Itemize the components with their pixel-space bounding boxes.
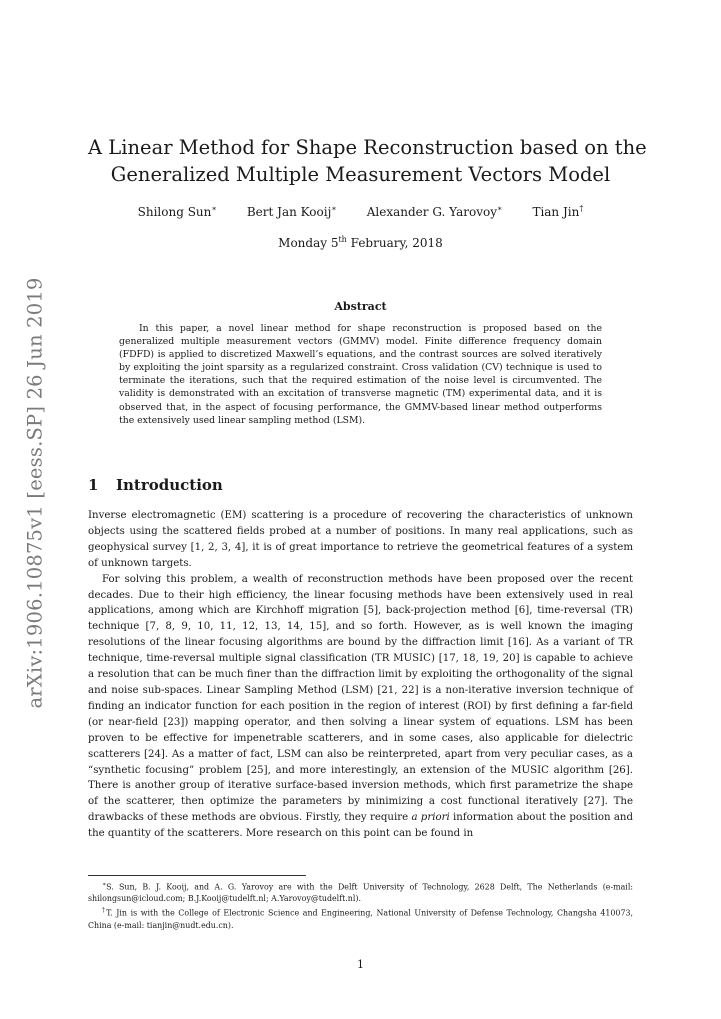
section-title: Introduction bbox=[116, 476, 223, 494]
date-suffix: th bbox=[338, 235, 347, 244]
author bbox=[367, 204, 503, 222]
body-text bbox=[88, 508, 633, 842]
footnote-mark: † bbox=[102, 907, 107, 915]
author-list bbox=[88, 204, 633, 222]
author-mark: † bbox=[579, 204, 584, 213]
date-rest: February, 2018 bbox=[346, 236, 443, 250]
title-line-2: Generalized Multiple Measurement Vectors Model bbox=[110, 163, 611, 186]
footnote-text: T. Jin is with the College of Electronic Science and Engineering, National University of Defense Technology, Changsha 410073, China (e-mail: tianjin@nudt.edu.cn). bbox=[88, 908, 633, 930]
abstract-text: In this paper, a novel linear method for shape reconstruction is proposed based on the generalized multiple measurement vectors (GMMV) model. Finite difference frequency domain (FDFD) is applied to discretized Maxwell’s equations, and the contrast sources are solved iteratively by exploiting the joint sparsity as a regularized constraint. Cross validation (CV) technique is used to terminate the iterations, such that the required estimation of the noise level is circumvented. The validity is demonstrated with an excitation of transverse magnetic (TM) experimental data, and it is observed that, in the aspect of focusing performance, the GMMV-based linear method outperforms the extensively used linear sampling method (LSM). bbox=[119, 323, 602, 426]
author-name: Bert Jan Kooij bbox=[246, 205, 332, 219]
footnote bbox=[88, 905, 633, 931]
footnote-text: S. Sun, B. J. Kooij, and A. G. Yarovoy are with the Delft University of Technology, 2628 Delft, The Netherlands (e-mail: shilongsun@icloud.com; B.J.Kooij@tudelft.nl; A.Yarovoy@tudelft.nl). bbox=[88, 882, 633, 904]
author-name: Shilong Sun bbox=[137, 205, 212, 219]
author-mark: ∗ bbox=[497, 204, 503, 213]
emphasis-text: a priori bbox=[411, 812, 450, 824]
author-name: Tian Jin bbox=[532, 205, 580, 219]
footnote bbox=[88, 879, 633, 905]
page-number: 1 bbox=[357, 958, 364, 971]
author-mark: ∗ bbox=[331, 204, 337, 213]
paragraph bbox=[88, 572, 633, 842]
author-name: Alexander G. Yarovoy bbox=[366, 205, 497, 219]
abstract-heading: Abstract bbox=[334, 300, 387, 313]
date-prefix: Monday 5 bbox=[278, 236, 339, 250]
section-number: 1 bbox=[88, 476, 99, 494]
footnotes bbox=[88, 879, 633, 931]
footnote-mark: ∗ bbox=[102, 881, 107, 888]
paragraph-text: information about the position and the quantity of the scatterers. More research on this point can be found in bbox=[88, 812, 634, 840]
section-heading bbox=[88, 476, 223, 494]
paragraph: Inverse electromagnetic (EM) scattering is a procedure of recovering the characteristics of unknown objects using the scattered fields probed at a number of positions. In many real applications, such as geophysical survey [1, 2, 3, 4], it is of great importance to retrieve the geometrical features of a system of unknown targets. bbox=[88, 510, 633, 569]
paragraph-text: For solving this problem, a wealth of reconstruction methods have been proposed over the recent decades. Due to their high efficiency, the linear focusing methods have been extensively used in real applications, among which are Kirchhoff migration [5], back-projection method [6], time-reversal (TR) technique [7, 8, 9, 10, 11, 12, 13, 14, 15], and so forth. However, as is well known the imaging resolutions of the linear focusing algorithms are bound by the diffraction limit [16]. As a variant of TR technique, time-reversal multiple signal classification (TR MUSIC) [17, 18, 19, 20] is capable to achieve a resolution that can be much finer than the diffraction limit by exploiting the orthogonality of the signal and noise sub-spaces. Linear Sampling Method (LSM) [21, 22] is a non-iterative inversion technique of finding an indicator function for each position in the region of interest (ROI) by first defining a far-field (or near-field [23]) mapping operator, and then solving a linear system of equations. LSM has been proven to be effective for impenetrable scatterers, and in some cases, also applicable for dielectric scatterers [24]. As a matter of fact, LSM can also be reinterpreted, apart from very peculiar cases, as a “synthetic focusing” problem [25], and more interestingly, an extension of the MUSIC algorithm [26]. There is another group of iterative surface-based inversion methods, which first parametrize the shape of the scatterer, then optimize the parameters by minimizing a cost functional iteratively [27]. The drawbacks of these methods are obvious. Firstly, they require bbox=[88, 573, 633, 824]
author-mark: ∗ bbox=[211, 204, 217, 213]
title-line-1: A Linear Method for Shape Reconstruction based on the bbox=[88, 136, 647, 159]
footnote-rule bbox=[88, 875, 306, 876]
paper-title bbox=[88, 134, 647, 188]
author bbox=[138, 204, 217, 222]
paper-date bbox=[88, 235, 633, 250]
author bbox=[247, 204, 337, 222]
author bbox=[532, 204, 583, 222]
arxiv-identifier: arXiv:1906.10875v1 [eess.SP] 26 Jun 2019 bbox=[23, 277, 47, 709]
arxiv-sidebar-stamp bbox=[20, 277, 50, 709]
